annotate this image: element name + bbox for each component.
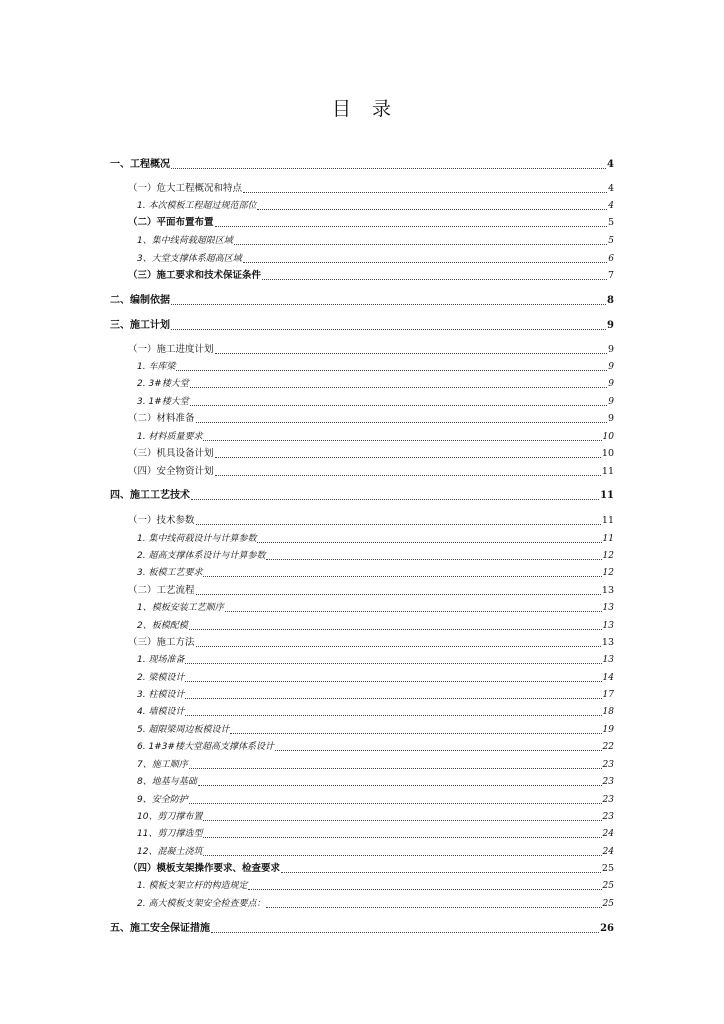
toc-entry[interactable]: 3. 板模工艺要求 12 <box>137 568 614 578</box>
toc-entry[interactable]: 2. 超高支撑体系设计与计算参数 12 <box>137 551 614 561</box>
toc-entry[interactable]: 3. 1#楼大堂 9 <box>137 397 614 407</box>
toc-entry[interactable]: 11、剪刀撑选型 24 <box>137 829 614 839</box>
toc-entry[interactable]: （一）技术参数 11 <box>128 515 614 526</box>
toc-entry[interactable]: 1. 现场准备 13 <box>137 655 614 665</box>
toc-entry[interactable]: （一）施工进度计划 9 <box>128 344 614 355</box>
toc-entry[interactable]: 五、施工安全保证措施 26 <box>110 923 614 934</box>
toc-entry[interactable]: 三、施工计划 9 <box>110 320 614 331</box>
toc-entry[interactable]: 5. 超限梁周边板模设计 19 <box>137 725 614 735</box>
toc-entry[interactable]: 12、混凝土浇筑 24 <box>137 847 614 857</box>
toc-entry[interactable]: 1、集中线荷载超限区域 5 <box>137 236 614 246</box>
toc-entry[interactable]: 1. 模板支架立杆的构造规定 25 <box>137 881 614 891</box>
toc-entry[interactable]: （二）平面布置布置 5 <box>128 217 614 228</box>
toc-entry[interactable]: 8、地基与基础 23 <box>137 777 614 787</box>
toc-entry[interactable]: 2、板模配模 13 <box>137 621 614 631</box>
toc-entry[interactable]: 3. 柱模设计 17 <box>137 690 614 700</box>
toc-entry[interactable]: 1. 集中线荷载设计与计算参数 11 <box>137 534 614 544</box>
toc-entry[interactable]: 3、大堂支撑体系超高区域 6 <box>137 254 614 264</box>
toc-entry[interactable]: （三）施工方法 13 <box>128 637 614 648</box>
toc-entry[interactable]: （四）模板支架操作要求、检查要求 25 <box>128 863 614 874</box>
title-char-2: 录 <box>372 98 393 120</box>
toc-entry[interactable]: 一、工程概况 4 <box>110 159 614 170</box>
toc-entry[interactable]: （一）危大工程概况和特点 4 <box>128 183 614 194</box>
toc-entry[interactable]: 1. 本次模板工程超过规范部位 4 <box>137 201 614 211</box>
toc-entry[interactable]: 1. 车库梁 9 <box>137 362 614 372</box>
toc-entry[interactable]: 1. 材料质量要求 10 <box>137 432 614 442</box>
toc-entry[interactable]: 9、安全防护 23 <box>137 795 614 805</box>
toc-entry[interactable]: 2. 梁模设计 14 <box>137 673 614 683</box>
toc-entry[interactable]: （二）材料准备 9 <box>128 413 614 424</box>
toc-entry[interactable]: 10、剪刀撑布置 23 <box>137 812 614 822</box>
title-char-1: 目 <box>331 98 352 120</box>
toc-entry[interactable]: 2. 3#楼大堂 9 <box>137 379 614 389</box>
toc-entry[interactable]: 6. 1#3#楼大堂超高支撑体系设计 22 <box>137 742 614 752</box>
toc-entry[interactable]: （三）施工要求和技术保证条件 7 <box>128 270 614 281</box>
toc-entry[interactable]: 四、施工工艺技术 11 <box>110 490 614 501</box>
toc-entry[interactable]: 2. 高大模板支架安全检查要点： 25 <box>137 899 614 909</box>
toc-entry[interactable]: 4. 墙模设计 18 <box>137 707 614 717</box>
toc-entry[interactable]: 7、施工顺序 23 <box>137 760 614 770</box>
toc-entry[interactable]: 1、模板安装工艺顺序 13 <box>137 603 614 613</box>
toc-entry[interactable]: （四）安全物资计划 11 <box>128 466 614 477</box>
toc-entry[interactable]: 二、编制依据 8 <box>110 295 614 306</box>
toc-entry[interactable]: （三）机具设备计划 10 <box>128 448 614 459</box>
toc-entry[interactable]: （二）工艺流程 13 <box>128 585 614 596</box>
